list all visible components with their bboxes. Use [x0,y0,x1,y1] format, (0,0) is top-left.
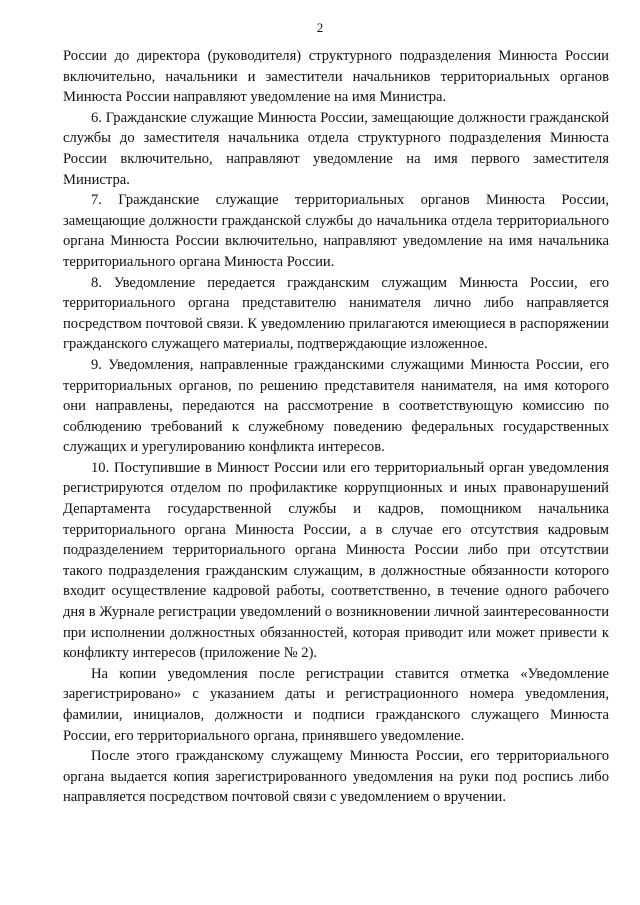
paragraph-item-8: 8. Уведомление передается гражданским служащим Минюста России, его территориального органа представителю нанимателя лично либо направляется посредством почтовой связи. К уведомлению прилагаются имеющиеся в распоряжении гражданского служащего материалы, подтверждающие изложенное. [63,274,609,353]
page-number: 2 [316,20,324,35]
paragraph-registration-mark: На копии уведомления после регистрации ставится отметка «Уведомление зарегистрировано» с указанием даты и регистрационного номера уведомления, фамилии, инициалов, должности и подписи гражданского служащего Минюста России, его территориального органа, принявшего уведомление. [63,665,609,744]
paragraph-copy-delivery: После этого гражданскому служащему Минюста России, его территориального органа выдается копия зарегистрированного уведомления на руки под роспись либо направляется посредством почтовой связи с уведомлением о вручении. [63,748,609,806]
paragraph-continuation: России до директора (руководителя) структурного подразделения Минюста России включительно, начальники и заместители начальников территориальных органов Минюста России направляют уведомление на имя Министра. [63,48,609,106]
paragraph-item-7: 7. Гражданские служащие территориальных органов Минюста России, замещающие должности гражданской службы до начальника отдела территориального органа Минюста России включительно, направляют уведомление на имя начальника территориального органа Минюста России. [63,192,609,270]
paragraph-item-6: 6. Гражданские служащие Минюста России, замещающие должности гражданской службы до заместителя начальника отдела структурного подразделения Минюста России включительно, направляют уведомление на имя первого заместителя Министра. [63,109,609,188]
paragraph-item-10: 10. Поступившие в Минюст России или его территориальный орган уведомления регистрируются отделом по профилактике коррупционных и иных правонарушений Департамента государственной службы и кадров, помощником начальника территориального органа Минюста России, а в случае его отсутствия кадровым подразделением территориального органа Минюста России либо при отсутствии такого подразделения гражданским служащим, в должностные обязанности которого входит осуществление кадровой работы, соответственно, в течение одного рабочего дня в Журнале регистрации уведомлений о возникновении личной заинтересованности при исполнении должностных обязанностей, которая приводит или может привести к конфликту интересов (приложение № 2). [63,459,609,662]
document-body [63,46,609,808]
paragraph-item-9: 9. Уведомления, направленные гражданскими служащими Минюста России, его территориальных органов, по решению представителя нанимателя, на имя которого они направлены, передаются на рассмотрение в соответствующую комиссию по соблюдению требований к служебному поведению федеральных государственных служащих и урегулированию конфликта интересов. [63,356,609,456]
